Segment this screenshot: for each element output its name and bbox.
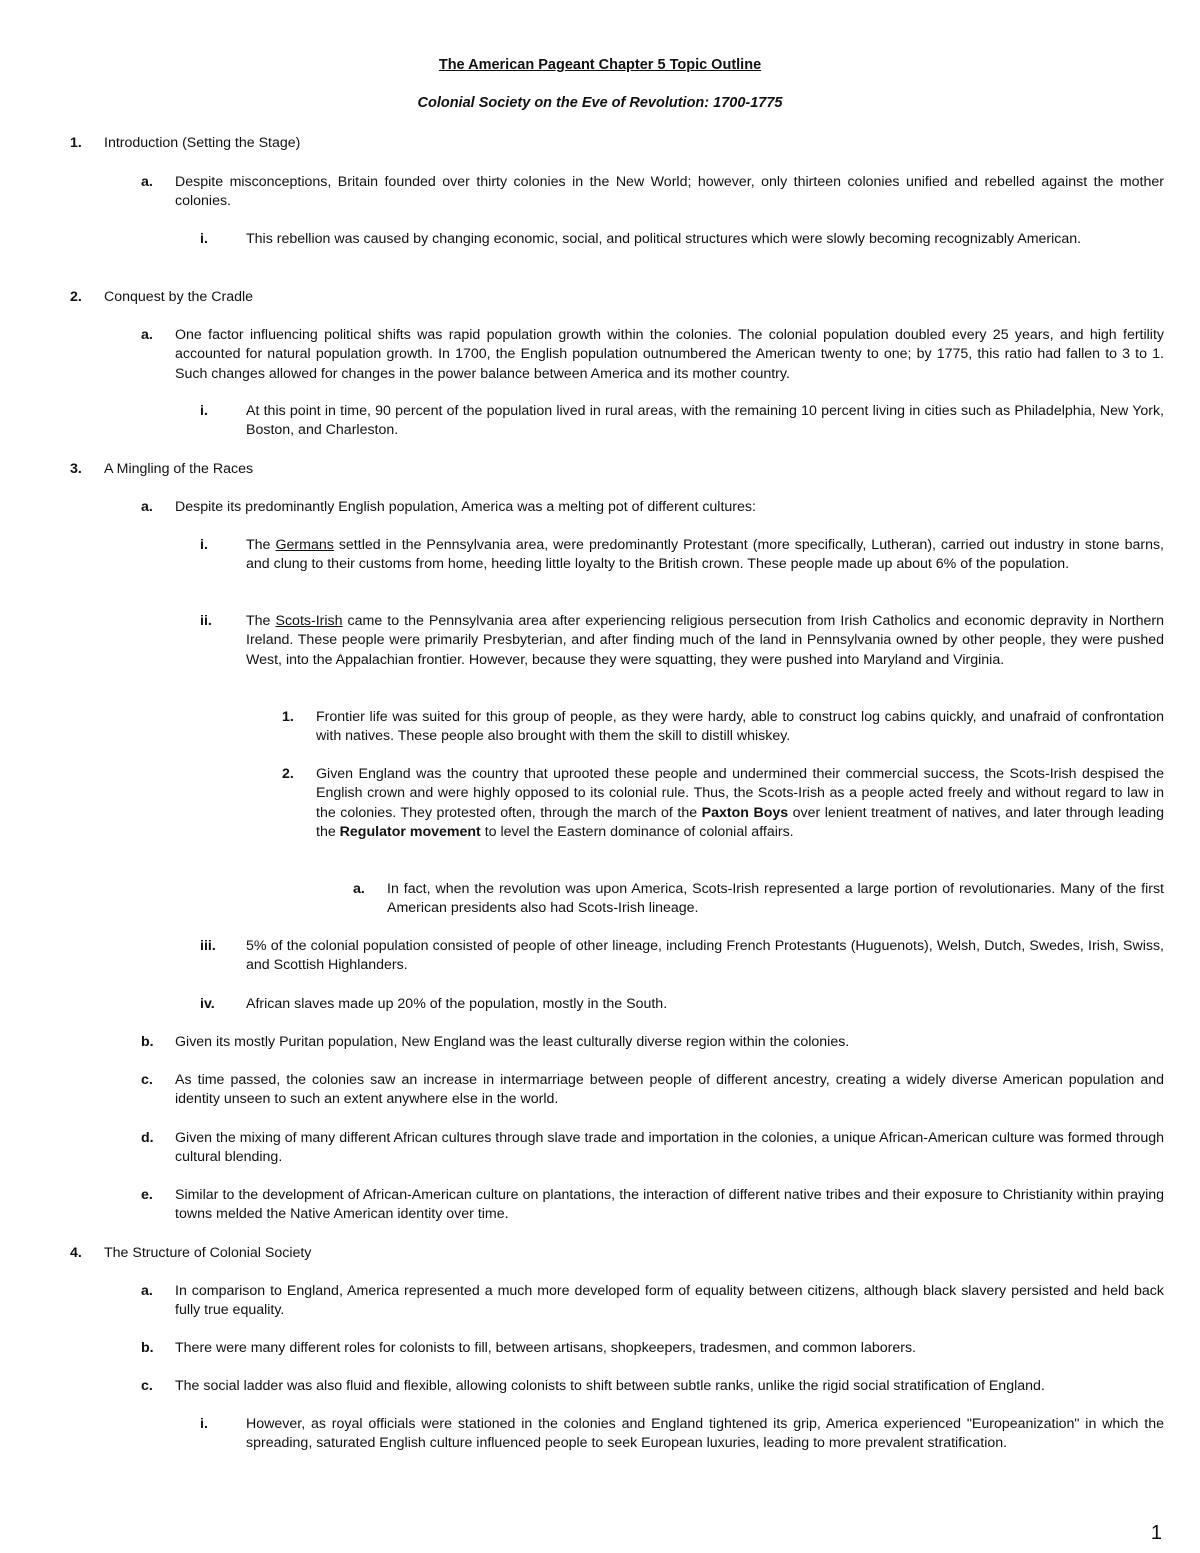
page-number: 1 bbox=[1150, 1522, 1162, 1544]
outline-text-part3: to level the Eastern dominance of colonial affairs. bbox=[480, 824, 794, 841]
outline-text: The social ladder was also fluid and flexible, allowing colonists to shift between subtle ranks, unlike the rigid social stratification of England. bbox=[175, 1378, 1045, 1394]
section-3-item-d bbox=[141, 1129, 1164, 1168]
outline-marker: i. bbox=[200, 231, 208, 247]
section-3-item-a-i bbox=[200, 536, 1164, 575]
document-subtitle: Colonial Society on the Eve of Revolution: 1700-1775 bbox=[417, 95, 783, 111]
outline-text: At this point in time, 90 percent of the population lived in rural areas, with the remaining 10 percent living in cities such as Philadelphia, New York, Boston, and Charleston. bbox=[246, 403, 1164, 439]
section-3-item-a-ii-2-a bbox=[353, 880, 1164, 919]
outline-marker: a. bbox=[141, 327, 153, 343]
section-3-heading bbox=[70, 460, 1164, 479]
outline-marker: d. bbox=[141, 1130, 154, 1146]
section-3-item-a bbox=[141, 498, 1164, 517]
section-2-item-a-i bbox=[200, 402, 1164, 441]
outline-text-pre: The bbox=[246, 537, 276, 553]
outline-marker: 1. bbox=[70, 135, 82, 151]
section-3-item-a-iv bbox=[200, 995, 1164, 1014]
outline-text: In comparison to England, America represented a much more developed form of equality between citizens, although black slavery persisted and held back fully true equality. bbox=[175, 1283, 1164, 1319]
section-heading-text: Conquest by the Cradle bbox=[104, 289, 254, 305]
section-1-heading bbox=[70, 134, 1164, 153]
section-4-item-c-i bbox=[200, 1415, 1164, 1454]
outline-text: Despite misconceptions, Britain founded over thirty colonies in the New World; however, only thirteen colonies unified and rebelled against the mother colonies. bbox=[175, 174, 1164, 210]
term-paxton-boys: Paxton Boys bbox=[701, 804, 789, 821]
section-4-item-b bbox=[141, 1339, 1164, 1358]
outline-marker: 2. bbox=[70, 289, 82, 305]
outline-text: 5% of the colonial population consisted of people of other lineage, including French Protestants (Huguenots), Welsh, Dutch, Swedes, Irish, Swiss, and Scottish Highlanders. bbox=[246, 938, 1164, 974]
outline-text: Given the mixing of many different African cultures through slave trade and importation in the colonies, a unique African-American culture was formed through cultural blending. bbox=[175, 1130, 1164, 1166]
outline-text: There were many different roles for colonists to fill, between artisans, shopkeepers, tradesmen, and common laborers. bbox=[175, 1340, 916, 1356]
outline-text-part1: Given England was the country that uprooted these people and undermined their commercial success, the Scots-Irish despised the English crown and were highly opposed to its colonial rule. Thus, the Scots-Irish as a people acted freely and without regard to law in the colonies. They protested often, through the march of the bbox=[316, 766, 1164, 821]
section-3-item-c bbox=[141, 1071, 1164, 1110]
section-3-item-e bbox=[141, 1186, 1164, 1225]
section-1-item-a-i bbox=[200, 230, 1164, 249]
outline-text: Despite its predominantly English population, America was a melting pot of different cultures: bbox=[175, 499, 756, 515]
outline-text: African slaves made up 20% of the population, mostly in the South. bbox=[246, 996, 668, 1012]
outline-marker: iv. bbox=[200, 996, 215, 1012]
section-4-heading bbox=[70, 1244, 1164, 1263]
outline-marker: a. bbox=[141, 1283, 153, 1299]
outline-marker: i. bbox=[200, 1416, 208, 1432]
outline-text: Similar to the development of African-American culture on plantations, the interaction of different native tribes and their exposure to Christianity within praying towns melded the Native American identity over time. bbox=[175, 1187, 1164, 1223]
outline-marker: c. bbox=[141, 1072, 153, 1088]
outline-marker: 3. bbox=[70, 461, 82, 477]
section-4-item-a bbox=[141, 1282, 1164, 1321]
section-3-item-a-ii-2 bbox=[282, 765, 1164, 843]
term-regulator-movement: Regulator movement bbox=[339, 824, 481, 841]
section-heading-text: A Mingling of the Races bbox=[104, 461, 254, 477]
outline-text: In fact, when the revolution was upon America, Scots-Irish represented a large portion of revolutionaries. Many of the first American presidents also had Scots-Irish lineage. bbox=[387, 881, 1164, 917]
outline-text: One factor influencing political shifts was rapid population growth within the colonies. The colonial population doubled every 25 years, and high fertility accounted for natural population growth. In 1700, the English population outnumbered the American twenty to one; by 1775, this ratio had fallen to 3 to 1. Such changes allowed for changes in the power balance between America and its mother country. bbox=[175, 327, 1164, 382]
outline-marker: e. bbox=[141, 1187, 153, 1203]
outline-marker: 4. bbox=[70, 1245, 82, 1261]
section-2-item-a bbox=[141, 326, 1164, 384]
outline-marker: 1. bbox=[282, 709, 294, 725]
outline-text: This rebellion was caused by changing economic, social, and political structures which were slowly becoming recognizably American. bbox=[246, 231, 1082, 247]
outline-marker: ii. bbox=[200, 613, 212, 629]
outline-text: Given its mostly Puritan population, New England was the least culturally diverse region within the colonies. bbox=[175, 1034, 850, 1050]
outline-marker: a. bbox=[141, 174, 153, 190]
term-scots-irish: Scots-Irish bbox=[275, 613, 343, 629]
outline-marker: iii. bbox=[200, 938, 216, 954]
section-3-item-a-ii bbox=[200, 612, 1165, 670]
outline-text-pre: The bbox=[246, 613, 276, 629]
section-1-item-a bbox=[141, 173, 1164, 212]
outline-text-post: settled in the Pennsylvania area, were predominantly Protestant (more specifically, Lutheran), carried out industry in stone barns, and clung to their customs from home, heeding little loyalty to the British crown. These people made up about 6% of the population. bbox=[246, 537, 1164, 573]
outline-marker: b. bbox=[141, 1034, 154, 1050]
section-4-item-c bbox=[141, 1377, 1164, 1396]
section-heading-text: The Structure of Colonial Society bbox=[104, 1245, 312, 1261]
term-germans: Germans bbox=[275, 537, 334, 553]
outline-text: Frontier life was suited for this group of people, as they were hardy, able to construct log cabins quickly, and unafraid of confrontation with natives. These people also brought with them the skill to distill whiskey. bbox=[316, 709, 1164, 745]
outline-marker: i. bbox=[200, 403, 208, 419]
outline-text: However, as royal officials were stationed in the colonies and England tightened its grip, America experienced "Europeanization" in which the spreading, saturated English culture influenced people to seek European luxuries, leading to more prevalent stratification. bbox=[246, 1416, 1164, 1452]
document-title: The American Pageant Chapter 5 Topic Outline bbox=[438, 57, 762, 73]
outline-marker: c. bbox=[141, 1378, 153, 1394]
section-3-item-a-iii bbox=[200, 937, 1164, 976]
outline-marker: 2. bbox=[282, 766, 294, 782]
section-3-item-b bbox=[141, 1033, 1164, 1052]
outline-marker: b. bbox=[141, 1340, 154, 1356]
section-2-heading bbox=[70, 288, 1164, 307]
outline-marker: i. bbox=[200, 537, 208, 553]
outline-text-post: came to the Pennsylvania area after experiencing religious persecution from Irish Catholics and economic depravity in Northern Ireland. These people were primarily Presbyterian, and after finding much of the land in Pennsylvania owned by other people, they were pushed West, into the Appalachian frontier. However, because they were squatting, they were pushed into Maryland and Virginia. bbox=[246, 613, 1165, 668]
section-3-item-a-ii-1 bbox=[282, 708, 1164, 747]
outline-text: As time passed, the colonies saw an increase in intermarriage between people of different ancestry, creating a widely diverse American population and identity unseen to such an extent anywhere else in the world. bbox=[175, 1072, 1164, 1108]
outline-text-part2: over lenient treatment of natives, and later through leading the bbox=[316, 804, 1164, 841]
section-heading-text: Introduction (Setting the Stage) bbox=[104, 135, 301, 151]
outline-marker: a. bbox=[141, 499, 153, 515]
outline-marker: a. bbox=[353, 881, 365, 897]
